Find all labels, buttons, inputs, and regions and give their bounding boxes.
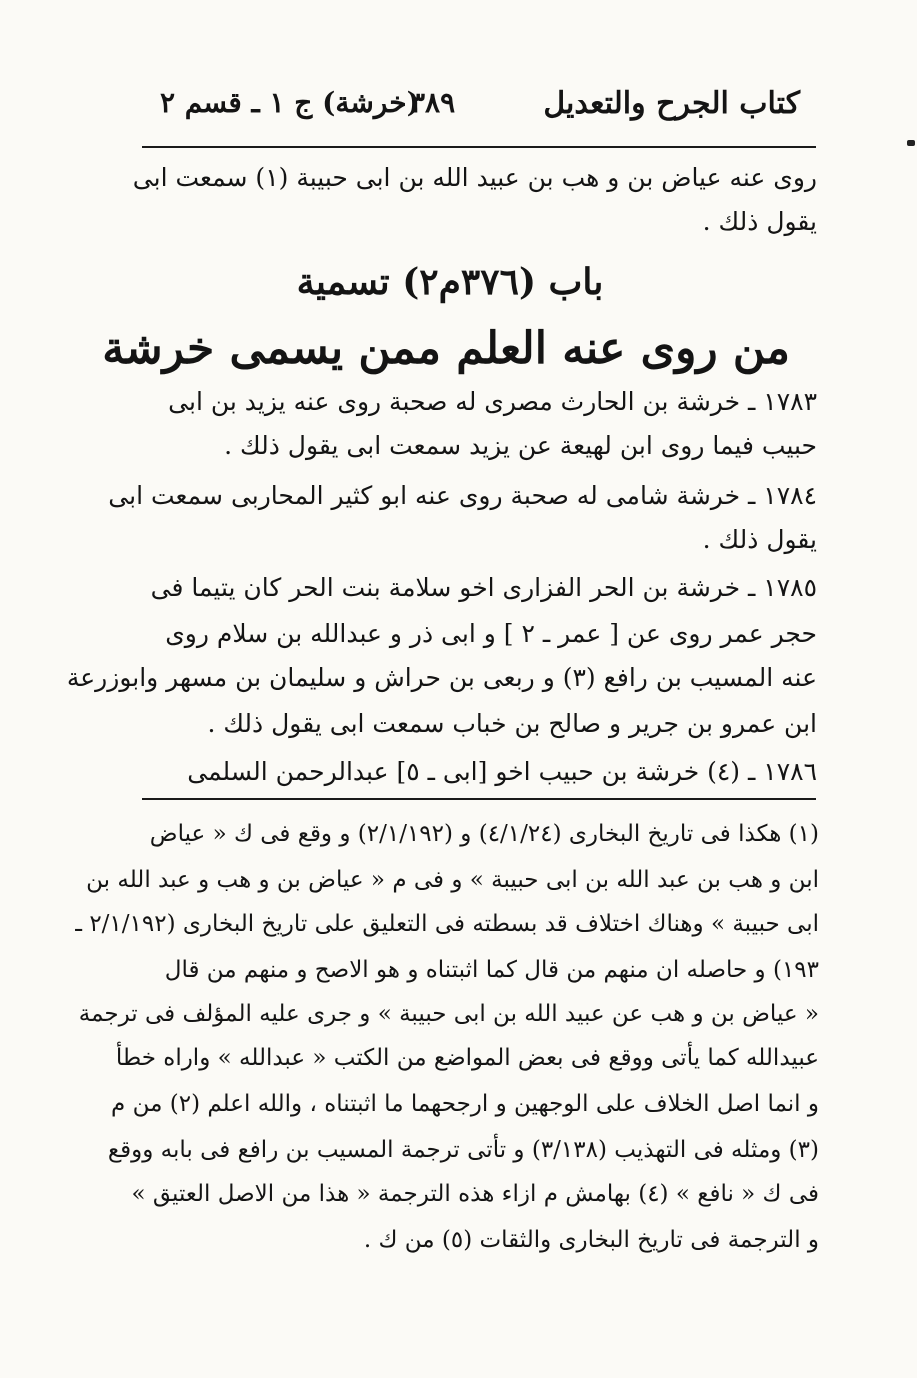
chapter-subheading: من روى عنه العلم ممن يسمى خرشة bbox=[102, 323, 790, 374]
entry-line: يقول ذلك . bbox=[702, 525, 817, 554]
entry-line: حبيب فيما روى ابن لهيعة عن يزيد سمعت ابى يقول ذلك . bbox=[224, 431, 817, 460]
entry-line: عنه المسيب بن رافع (٣) و ربعى بن حراش و سليمان بن مسهر وابوزرعة bbox=[66, 663, 817, 692]
margin-mark bbox=[907, 140, 915, 146]
footnote-line: عبيدالله كما يأتى ووقع فى بعض المواضع من الكتب « عبدالله » واراه خطأ bbox=[115, 1045, 819, 1071]
entry-line: ١٧٨٤ ـ خرشة شامى له صحبة روى عنه ابو كثير المحاربى سمعت ابى bbox=[108, 481, 817, 510]
running-header bbox=[160, 86, 800, 134]
footnote-line: و الترجمة فى تاريخ البخارى والثقات (٥) من ك . bbox=[363, 1227, 819, 1253]
entry-line: حجر عمر روى عن [ عمر ـ ٢ ] و ابى ذر و عبدالله بن سلام روى bbox=[165, 619, 817, 648]
entry-line: ١٧٨٥ ـ خرشة بن الحر الفزارى اخو سلامة بنت الحر كان يتيما فى bbox=[150, 573, 817, 602]
header-rule bbox=[142, 146, 816, 148]
page-number: ٣٨٩ bbox=[410, 86, 456, 119]
footnote-line: ابن و هب بن عبد الله بن ابى حبيبة » و فى م « عياض بن و هب و عبد الله بن bbox=[86, 867, 819, 893]
body-line: روى عنه عياض بن و هب بن عبيد الله بن ابى حبيبة (١) سمعت ابى bbox=[132, 163, 817, 192]
footnote-rule bbox=[142, 798, 816, 800]
footnote-line: ابى حبيبة » وهناك اختلاف قد بسطته فى التعليق على تاريخ البخارى (٢/١/١٩٢ ـ bbox=[75, 911, 819, 937]
footnote-line: فى ك « نافع » (٤) بهامش م ازاء هذه الترجمة « هذا من الاصل العتيق » bbox=[131, 1181, 819, 1207]
book-title: كتاب الجرح والتعديل bbox=[543, 86, 800, 121]
footnote-line: و انما اصل الخلاف على الوجهين و ارجحهما ما اثبتناه ، والله اعلم (٢) من م bbox=[111, 1091, 819, 1117]
chapter-heading: باب (٣٧٦م٢) تسمية bbox=[296, 261, 604, 303]
entry-line: ١٧٨٣ ـ خرشة بن الحارث مصرى له صحبة روى عنه يزيد بن ابى bbox=[168, 387, 817, 416]
footnote-line: ١٩٣) و حاصله ان منهم من قال كما اثبتناه و هو الاصح و منهم من قال bbox=[164, 957, 819, 983]
footnote-line: (١) هكذا فى تاريخ البخارى (٤/١/٢٤) و (٢/١/١٩٢) و وقع فى ك « عياض bbox=[149, 821, 819, 847]
section-label: (خرشة) ج ١ ـ قسم ٢ bbox=[160, 86, 420, 119]
footnote-line: (٣) ومثله فى التهذيب (٣/١٣٨) و تأتى ترجمة المسيب بن رافع فى بابه ووقع bbox=[107, 1137, 819, 1163]
entry-line: ١٧٨٦ ـ (٤) خرشة بن حبيب اخو [ابى ـ ٥] عبدالرحمن السلمى bbox=[187, 757, 817, 786]
entry-line: ابن عمرو بن جرير و صالح بن خباب سمعت ابى يقول ذلك . bbox=[207, 709, 817, 738]
body-line: يقول ذلك . bbox=[702, 207, 817, 236]
footnote-line: « عياض بن و هب عن عبيد الله بن ابى حبيبة » و جرى عليه المؤلف فى ترجمة bbox=[78, 1001, 819, 1027]
